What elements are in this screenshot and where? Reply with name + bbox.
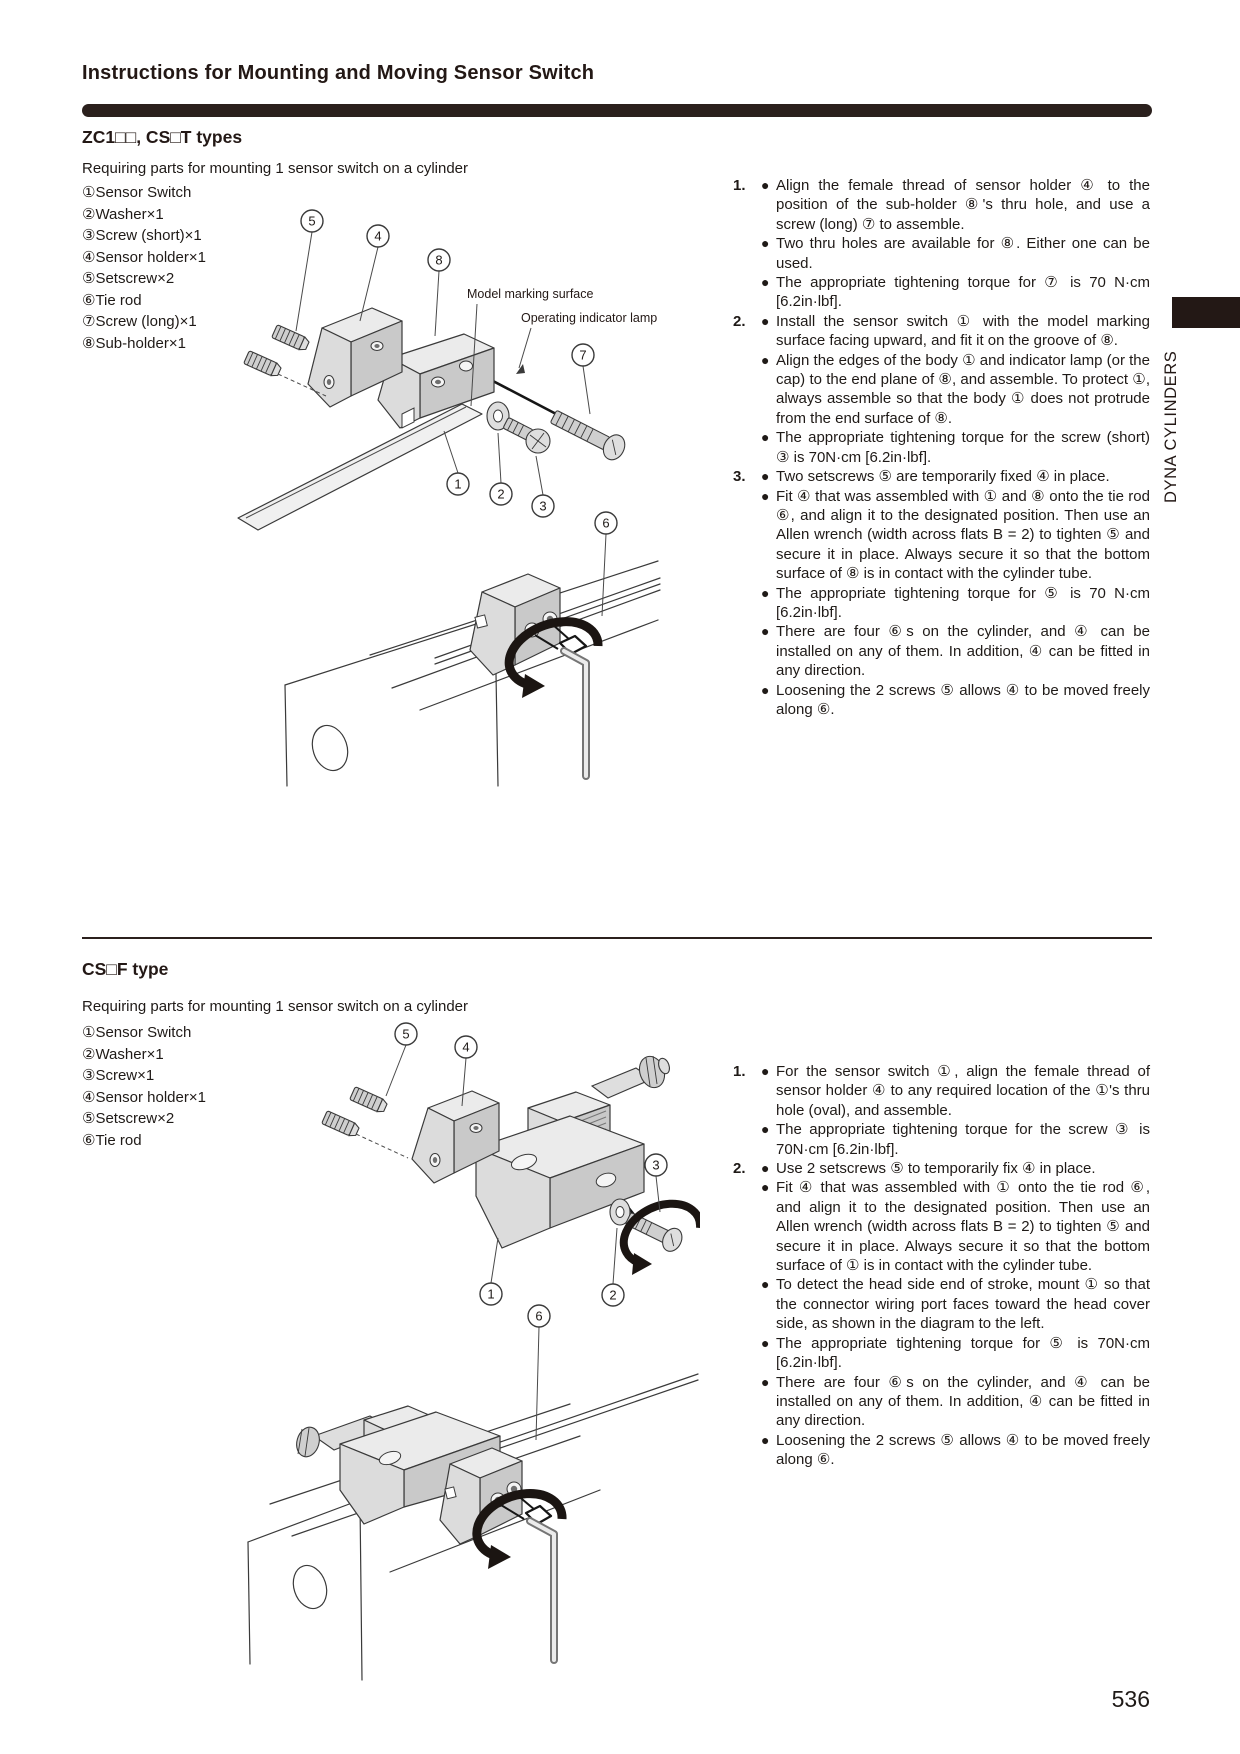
bullet-icon: ● bbox=[761, 1373, 770, 1390]
part-item: ⑤Setscrew×2 bbox=[82, 270, 175, 287]
bullet-text: Fit ④ that was assembled with ① onto the tie rod ⑥, and align it to the designated position. Then use an Allen wrench (width across flats B = 2) to tighten ⑤ and secure it in place. Always secure it so that the bottom surface of ① is in contact with the cylinder tube. bbox=[776, 1179, 1150, 1275]
bullet-icon: ● bbox=[761, 429, 770, 446]
instruction-bullet bbox=[762, 487, 1150, 584]
part-item: ③Screw×1 bbox=[82, 1067, 155, 1084]
instruction-bullet bbox=[762, 681, 1150, 720]
bullet-icon: ● bbox=[761, 351, 770, 368]
svg-text:1: 1 bbox=[454, 476, 462, 492]
bullet-icon: ● bbox=[761, 274, 770, 291]
callout-3 bbox=[532, 456, 554, 517]
page-number: 536 bbox=[1111, 1686, 1150, 1712]
bullet-icon: ● bbox=[761, 235, 770, 252]
part-item: ⑥Tie rod bbox=[82, 291, 142, 309]
step-2 bbox=[733, 312, 1150, 467]
instruction-bullet bbox=[762, 273, 1150, 312]
page-title: Instructions for Mounting and Moving Sensor Switch bbox=[82, 62, 595, 84]
bullet-icon: ● bbox=[761, 1063, 770, 1079]
part-item: ①Sensor Switch bbox=[82, 184, 192, 201]
section1-parts-list bbox=[82, 182, 206, 354]
callout-1 bbox=[444, 431, 469, 495]
bullet-text: Install the sensor switch ① with the model marking surface facing upward, and fit it on the groove of ⑧. bbox=[776, 312, 1150, 350]
instruction-bullet bbox=[762, 1120, 1150, 1159]
bullet-icon: ● bbox=[761, 1431, 770, 1448]
step-number: 1. bbox=[733, 1063, 746, 1080]
section2-heading: CS□F type bbox=[82, 959, 169, 979]
section2-parts-list bbox=[82, 1022, 206, 1151]
instruction-bullet bbox=[762, 584, 1150, 623]
bullet-text: Loosening the 2 screws ⑤ allows ④ to be moved freely along ⑥. bbox=[776, 1431, 1150, 1469]
section1-parts-intro: Requiring parts for mounting 1 sensor switch on a cylinder bbox=[82, 160, 469, 177]
bullet-text: The appropriate tightening torque for ⑦ is 70 N·cm [6.2in·lbf]. bbox=[776, 274, 1150, 311]
instruction-bullet bbox=[762, 351, 1150, 429]
part-item: ⑤Setscrew×2 bbox=[82, 1110, 175, 1127]
instruction-bullet bbox=[762, 1334, 1150, 1373]
bullet-text: Two thru holes are available for ⑧. Either one can be used. bbox=[776, 235, 1150, 272]
callout-8 bbox=[428, 249, 450, 336]
bullet-text: For the sensor switch ①, align the female thread of sensor holder ④ to any required location of the ①'s thru hole (oval), and assemble. bbox=[776, 1063, 1150, 1119]
callout-2 bbox=[490, 433, 512, 505]
section2-instructions bbox=[733, 1062, 1150, 1470]
instruction-bullet bbox=[762, 467, 1150, 486]
instruction-bullet bbox=[762, 428, 1150, 467]
bullet-text: Loosening the 2 screws ⑤ allows ④ to be moved freely along ⑥. bbox=[776, 681, 1150, 718]
setscrew-icon bbox=[244, 351, 283, 378]
bullet-icon: ● bbox=[761, 312, 770, 329]
callout-1 bbox=[480, 1238, 502, 1305]
bullet-text: To detect the head side end of stroke, mount ① so that the connector wiring port faces toward the head cover side, as shown in the diagram to the left. bbox=[776, 1276, 1150, 1333]
part-item: ①Sensor Switch bbox=[82, 1024, 192, 1041]
bullet-icon: ● bbox=[761, 1179, 770, 1196]
operating-indicator-lamp-label: Operating indicator lamp bbox=[521, 311, 658, 325]
svg-text:2: 2 bbox=[609, 1287, 617, 1303]
step-3 bbox=[733, 467, 1150, 719]
svg-text:6: 6 bbox=[602, 515, 610, 531]
step-number: 2. bbox=[733, 1160, 746, 1178]
step-number: 3. bbox=[733, 468, 746, 486]
bullet-text: Align the edges of the body ① and indicator lamp (or the cap) to the end plane of ⑧, and assemble. To protect ①, always assemble so that the body ① does not protrude from the end surface of ⑧. bbox=[776, 351, 1150, 427]
instruction-bullet bbox=[762, 622, 1150, 680]
instruction-bullet bbox=[762, 1159, 1150, 1178]
exploded-view bbox=[322, 1053, 700, 1275]
bullet-text: Fit ④ that was assembled with ① and ⑧ onto the tie rod ⑥, and align it to the designated position. Then use an Allen wrench (width across flats B = 2) to tighten ⑤ and secure it in place. Always secure it so that the bottom surface of ⑧ is in contact with the cylinder tube. bbox=[776, 487, 1150, 583]
part-item: ⑧Sub-holder×1 bbox=[82, 334, 186, 352]
callout-4 bbox=[360, 225, 389, 321]
exploded-view bbox=[238, 308, 629, 530]
bullet-icon: ● bbox=[761, 487, 770, 504]
side-tab-label: DYNA CYLINDERS bbox=[1162, 350, 1180, 503]
instruction-bullet bbox=[762, 176, 1150, 234]
bullet-text: The appropriate tightening torque for the screw (short) ③ is 70N·cm [6.2in·lbf]. bbox=[776, 429, 1150, 466]
svg-text:2: 2 bbox=[497, 486, 505, 502]
instruction-bullet bbox=[762, 1062, 1150, 1120]
screw-short bbox=[503, 417, 550, 453]
part-item: ⑦Screw (long)×1 bbox=[82, 313, 197, 330]
callout-5 bbox=[296, 210, 323, 331]
svg-text:4: 4 bbox=[462, 1039, 470, 1055]
allen-wrench bbox=[564, 651, 586, 776]
svg-text:4: 4 bbox=[374, 228, 382, 244]
instruction-bullet bbox=[762, 312, 1150, 351]
mounted-view bbox=[285, 561, 660, 786]
bullet-icon: ● bbox=[761, 468, 770, 485]
title-rule bbox=[82, 104, 1152, 117]
section-tab-marker bbox=[1172, 297, 1240, 328]
step-2 bbox=[733, 1159, 1150, 1470]
sensor-switch-body bbox=[238, 404, 482, 530]
assembly-diagram-zc1-cst bbox=[230, 188, 670, 788]
bullet-text: Use 2 setscrews ⑤ to temporarily fix ④ in place. bbox=[776, 1160, 1096, 1178]
svg-text:5: 5 bbox=[402, 1026, 410, 1042]
step-1 bbox=[733, 1062, 1150, 1159]
step-number: 2. bbox=[733, 312, 746, 330]
part-item: ④Sensor holder×1 bbox=[82, 1088, 206, 1106]
setscrew-icon bbox=[322, 1111, 361, 1138]
screw-long bbox=[548, 405, 629, 464]
part-item: ②Washer×1 bbox=[82, 205, 164, 223]
part-item: ⑥Tie rod bbox=[82, 1131, 142, 1149]
svg-text:5: 5 bbox=[308, 213, 316, 229]
allen-wrench bbox=[530, 1521, 554, 1660]
section1-heading: ZC1□□, CS□T types bbox=[82, 127, 243, 147]
callout-5 bbox=[386, 1023, 417, 1096]
bullet-icon: ● bbox=[761, 623, 770, 640]
bullet-icon: ● bbox=[761, 584, 770, 601]
assembly-diagram-csf bbox=[240, 1012, 700, 1692]
bullet-icon: ● bbox=[761, 681, 770, 698]
callout-7 bbox=[572, 344, 594, 414]
section-divider bbox=[82, 937, 1152, 939]
svg-text:8: 8 bbox=[435, 252, 443, 268]
bullet-icon: ● bbox=[761, 177, 770, 193]
setscrew-icon bbox=[350, 1087, 389, 1114]
mounted-view bbox=[248, 1374, 698, 1680]
bullet-icon: ● bbox=[761, 1160, 770, 1177]
bullet-text: Align the female thread of sensor holder ④ to the position of the sub-holder ⑧'s thru hole, and use a screw (long) ⑦ to assemble. bbox=[776, 177, 1150, 233]
part-item: ②Washer×1 bbox=[82, 1045, 164, 1063]
instruction-bullet bbox=[762, 1431, 1150, 1470]
instruction-bullet bbox=[762, 234, 1150, 273]
svg-text:3: 3 bbox=[652, 1157, 660, 1173]
part-item: ④Sensor holder×1 bbox=[82, 248, 206, 266]
svg-text:1: 1 bbox=[487, 1286, 495, 1302]
setscrew-icon bbox=[272, 325, 311, 352]
bullet-icon: ● bbox=[761, 1276, 770, 1293]
svg-text:6: 6 bbox=[535, 1308, 543, 1324]
bullet-text: Two setscrews ⑤ are temporarily fixed ④ in place. bbox=[776, 468, 1110, 486]
bullet-text: The appropriate tightening torque for ⑤ is 70N·cm [6.2in·lbf]. bbox=[776, 1334, 1150, 1372]
instruction-bullet bbox=[762, 1275, 1150, 1333]
model-marking-surface-label: Model marking surface bbox=[467, 287, 594, 301]
bullet-text: The appropriate tightening torque for ⑤ is 70 N·cm [6.2in·lbf]. bbox=[776, 584, 1150, 621]
instruction-bullet bbox=[762, 1373, 1150, 1431]
section2-parts-intro: Requiring parts for mounting 1 sensor switch on a cylinder bbox=[82, 998, 469, 1015]
svg-text:3: 3 bbox=[539, 498, 547, 514]
step-number: 1. bbox=[733, 177, 746, 194]
bullet-icon: ● bbox=[761, 1334, 770, 1351]
bullet-text: There are four ⑥s on the cylinder, and ④ can be installed on any of them. In addition, ④ can be fitted in any direction. bbox=[776, 623, 1150, 680]
part-item: ③Screw (short)×1 bbox=[82, 227, 202, 244]
step-1 bbox=[733, 176, 1150, 312]
callout-6 bbox=[528, 1305, 550, 1440]
bullet-text: The appropriate tightening torque for the screw ③ is 70N·cm [6.2in·lbf]. bbox=[776, 1121, 1150, 1158]
instruction-bullet bbox=[762, 1178, 1150, 1275]
section1-instructions bbox=[733, 176, 1150, 719]
svg-text:7: 7 bbox=[579, 347, 587, 363]
screw bbox=[623, 1208, 686, 1255]
bullet-icon: ● bbox=[761, 1121, 770, 1138]
bullet-text: There are four ⑥s on the cylinder, and ④ can be installed on any of them. In addition, ④ can be fitted in any direction. bbox=[776, 1373, 1150, 1430]
